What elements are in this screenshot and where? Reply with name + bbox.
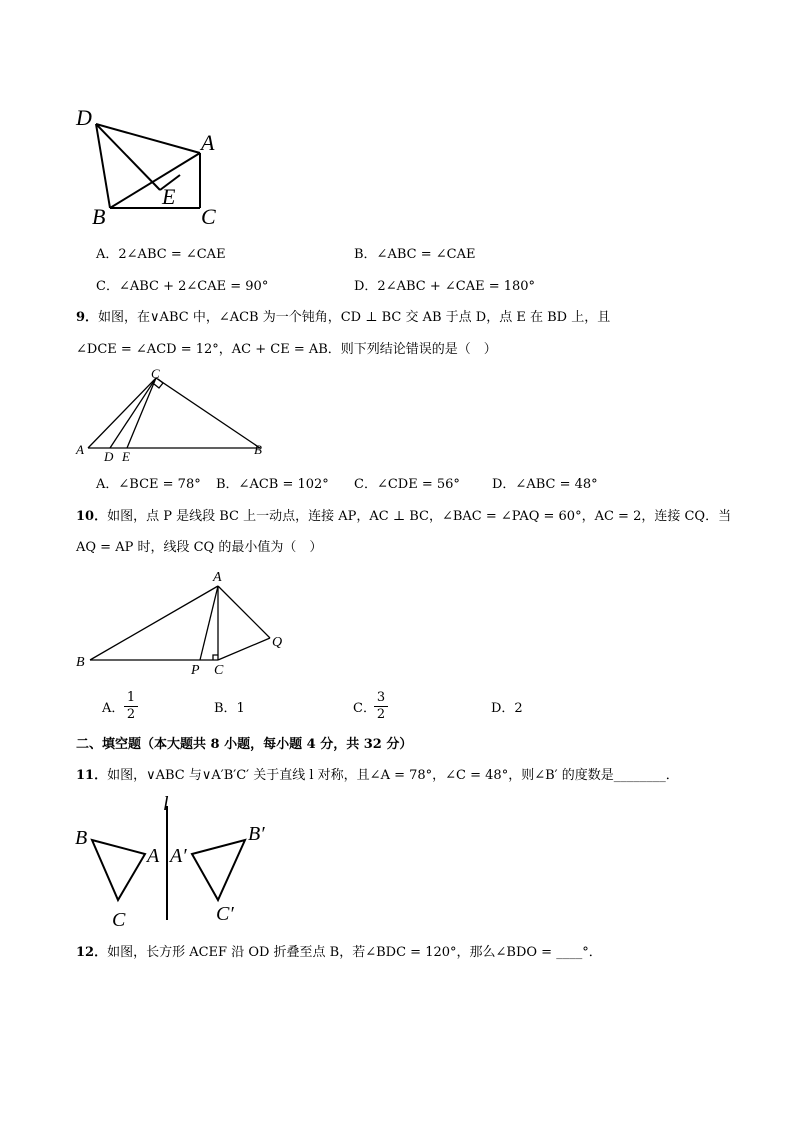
q9-stem-line2: ∠DCE = ∠ACD = 12°，AC + CE = AB．则下列结论错误的是（ ） xyxy=(76,342,497,357)
q9-label-A: A xyxy=(76,442,84,457)
q10-text-line1: 如图，点 P 是线段 BC 上一动点，连接 AP，AC ⊥ BC，∠BAC = ∠PAQ = 60°，AC = 2，连接 CQ．当 xyxy=(107,509,732,524)
q10-figure xyxy=(70,568,300,678)
q11-label-B: B xyxy=(75,827,88,849)
q10-option-c-prefix: C． xyxy=(353,701,376,716)
q10-label-B: B xyxy=(76,655,85,670)
q11-label-l: l xyxy=(163,793,169,815)
q10-stem-line2: AQ = AP 时，线段 CQ 的最小值为（ ） xyxy=(76,540,323,555)
q10-label-A: A xyxy=(213,570,222,585)
q9-number: 9． xyxy=(76,310,99,325)
q8-label-B: B xyxy=(92,204,106,229)
q10-option-a-fraction xyxy=(124,691,138,722)
q10-option-c-fraction xyxy=(374,691,388,722)
q12-number: 12． xyxy=(76,945,108,960)
q10-option-b: B．1 xyxy=(214,701,245,716)
q10-stem-line1 xyxy=(76,509,731,525)
q10-label-C: C xyxy=(214,663,224,678)
q8-option-d: D．2∠ABC + ∠CAE = 180° xyxy=(354,279,536,294)
q9-option-c: C．∠CDE = 56° xyxy=(354,477,460,492)
q9-label-E: E xyxy=(122,449,130,464)
q8-label-A: A xyxy=(201,130,215,155)
q12-text: 如图，长方形 ACEF 沿 OD 折叠至点 B，若∠BDC = 120°，那么∠BDO = ____°． xyxy=(107,945,602,960)
q10-option-a-prefix: A． xyxy=(102,701,125,716)
q10-option-c-numerator: 3 xyxy=(376,690,386,705)
q10-label-P: P xyxy=(191,663,200,678)
q12-stem xyxy=(76,945,602,961)
q9-option-d: D．∠ABC = 48° xyxy=(492,477,598,492)
q11-figure xyxy=(70,792,290,932)
q8-label-D: D xyxy=(76,105,92,130)
q8-label-E: E xyxy=(162,184,176,209)
q9-figure xyxy=(70,366,270,464)
q8-option-c: C．∠ABC + 2∠CAE = 90° xyxy=(96,279,269,294)
q9-label-B: B xyxy=(254,442,262,457)
q8-option-a: A．2∠ABC = ∠CAE xyxy=(96,247,226,262)
q8-figure xyxy=(70,100,230,230)
section2-heading: 二、填空题（本大题共 8 小题，每小题 4 分，共 32 分） xyxy=(76,737,413,752)
q8-label-C: C xyxy=(201,204,216,229)
q9-label-C: C xyxy=(151,366,160,381)
q10-label-Q: Q xyxy=(272,635,283,650)
q11-label-A: A xyxy=(147,845,160,867)
q9-label-D: D xyxy=(104,449,114,464)
q10-option-c-denominator: 2 xyxy=(376,707,386,722)
q11-label-A-prime: A′ xyxy=(170,845,187,867)
q10-option-d: D．2 xyxy=(491,701,523,716)
q11-label-C-prime: C′ xyxy=(216,903,234,925)
q10-option-c xyxy=(353,701,376,717)
q10-option-a-denominator: 2 xyxy=(126,707,136,722)
q9-option-a: A．∠BCE = 78° xyxy=(96,477,201,492)
q9-text-line1: 如图，在∨ABC 中，∠ACB 为一个钝角，CD ⊥ BC 交 AB 于点 D，点 E 在 BD 上，且 xyxy=(98,310,611,325)
q11-number: 11． xyxy=(76,768,108,783)
q10-option-a xyxy=(102,701,124,717)
q11-stem xyxy=(76,768,679,784)
q9-stem-line1 xyxy=(76,310,610,326)
q9-option-b: B．∠ACB = 102° xyxy=(216,477,329,492)
q10-option-a-numerator: 1 xyxy=(126,690,136,705)
q10-number: 10． xyxy=(76,509,108,524)
q8-option-b: B．∠ABC = ∠CAE xyxy=(354,247,476,262)
q11-text: 如图，∨ABC 与∨A′B′C′ 关于直线 l 对称，且∠A = 78°，∠C = 48°，则∠B′ 的度数是________． xyxy=(107,768,679,783)
q11-label-C: C xyxy=(112,909,126,931)
q11-label-B-prime: B′ xyxy=(248,823,265,845)
